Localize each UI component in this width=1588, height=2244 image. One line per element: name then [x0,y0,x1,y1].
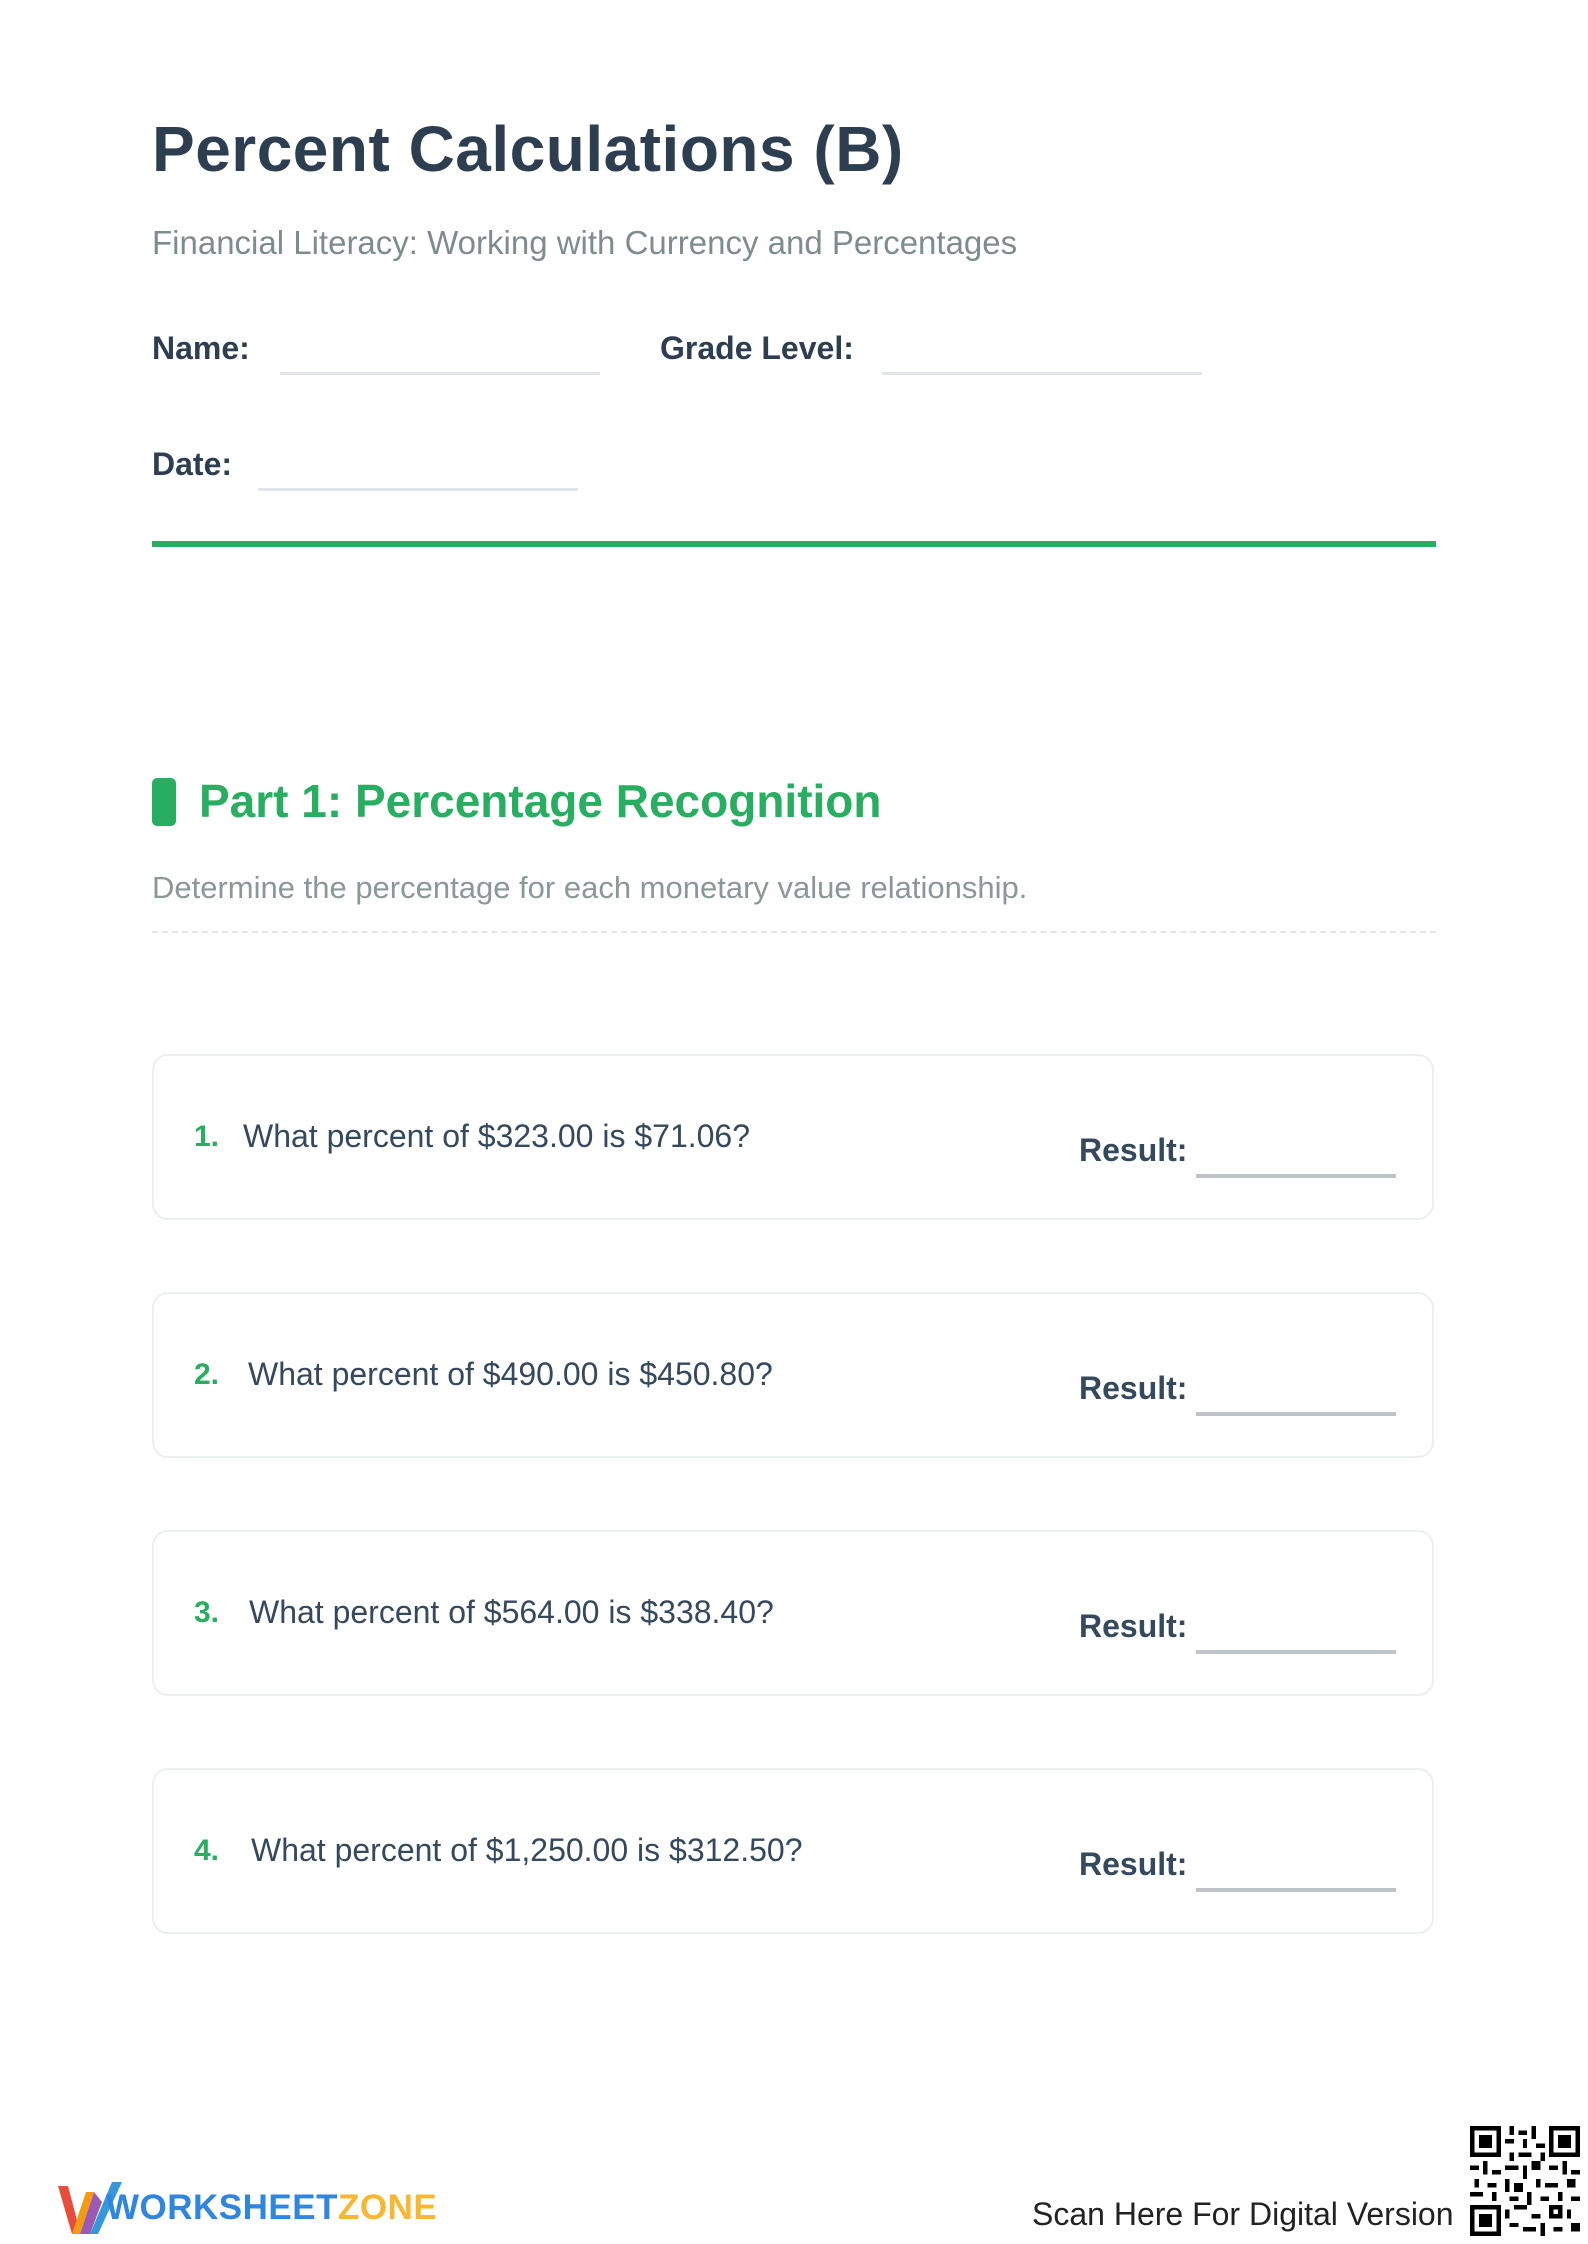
result-label: Result: [1079,1132,1188,1168]
result-answer-field[interactable] [1196,1412,1396,1416]
result-label: Result: [1079,1608,1188,1644]
section-instructions: Determine the percentage for each monetary value relationship. [152,870,1028,905]
question-number: 3. [194,1596,220,1629]
page-subtitle: Financial Literacy: Working with Currency and Percentages [152,224,1018,261]
question-text: What percent of $323.00 is $71.06? [243,1118,751,1154]
question-card [152,1292,1434,1458]
question-number: 4. [194,1834,220,1867]
name-field[interactable] [280,372,600,375]
grade-level-field[interactable] [882,372,1202,375]
brand-name [106,2188,437,2228]
result-answer-field[interactable] [1196,1174,1396,1178]
section-title: Part 1: Percentage Recognition [199,775,882,827]
result-label: Result: [1079,1846,1188,1882]
qr-code-icon[interactable] [1470,2126,1580,2236]
result-answer-field[interactable] [1196,1650,1396,1654]
section-separator [152,931,1436,933]
question-text: What percent of $490.00 is $450.80? [248,1356,773,1392]
brand-part2: ZONE [338,2188,438,2227]
question-card [152,1054,1434,1220]
question-card [152,1768,1434,1934]
date-field[interactable] [258,488,578,491]
date-label: Date: [152,446,233,482]
question-number: 1. [194,1120,220,1153]
brand-part1: WORKSHEET [106,2188,338,2227]
scan-caption: Scan Here For Digital Version [1032,2196,1454,2232]
question-text: What percent of $1,250.00 is $312.50? [251,1832,803,1868]
section-marker [152,778,176,826]
page-title: Percent Calculations (B) [152,113,904,185]
result-answer-field[interactable] [1196,1888,1396,1892]
header-divider [152,541,1436,547]
question-number: 2. [194,1358,220,1391]
grade-level-label: Grade Level: [660,330,854,366]
question-card [152,1530,1434,1696]
result-label: Result: [1079,1370,1188,1406]
name-label: Name: [152,330,250,366]
question-text: What percent of $564.00 is $338.40? [249,1594,774,1630]
